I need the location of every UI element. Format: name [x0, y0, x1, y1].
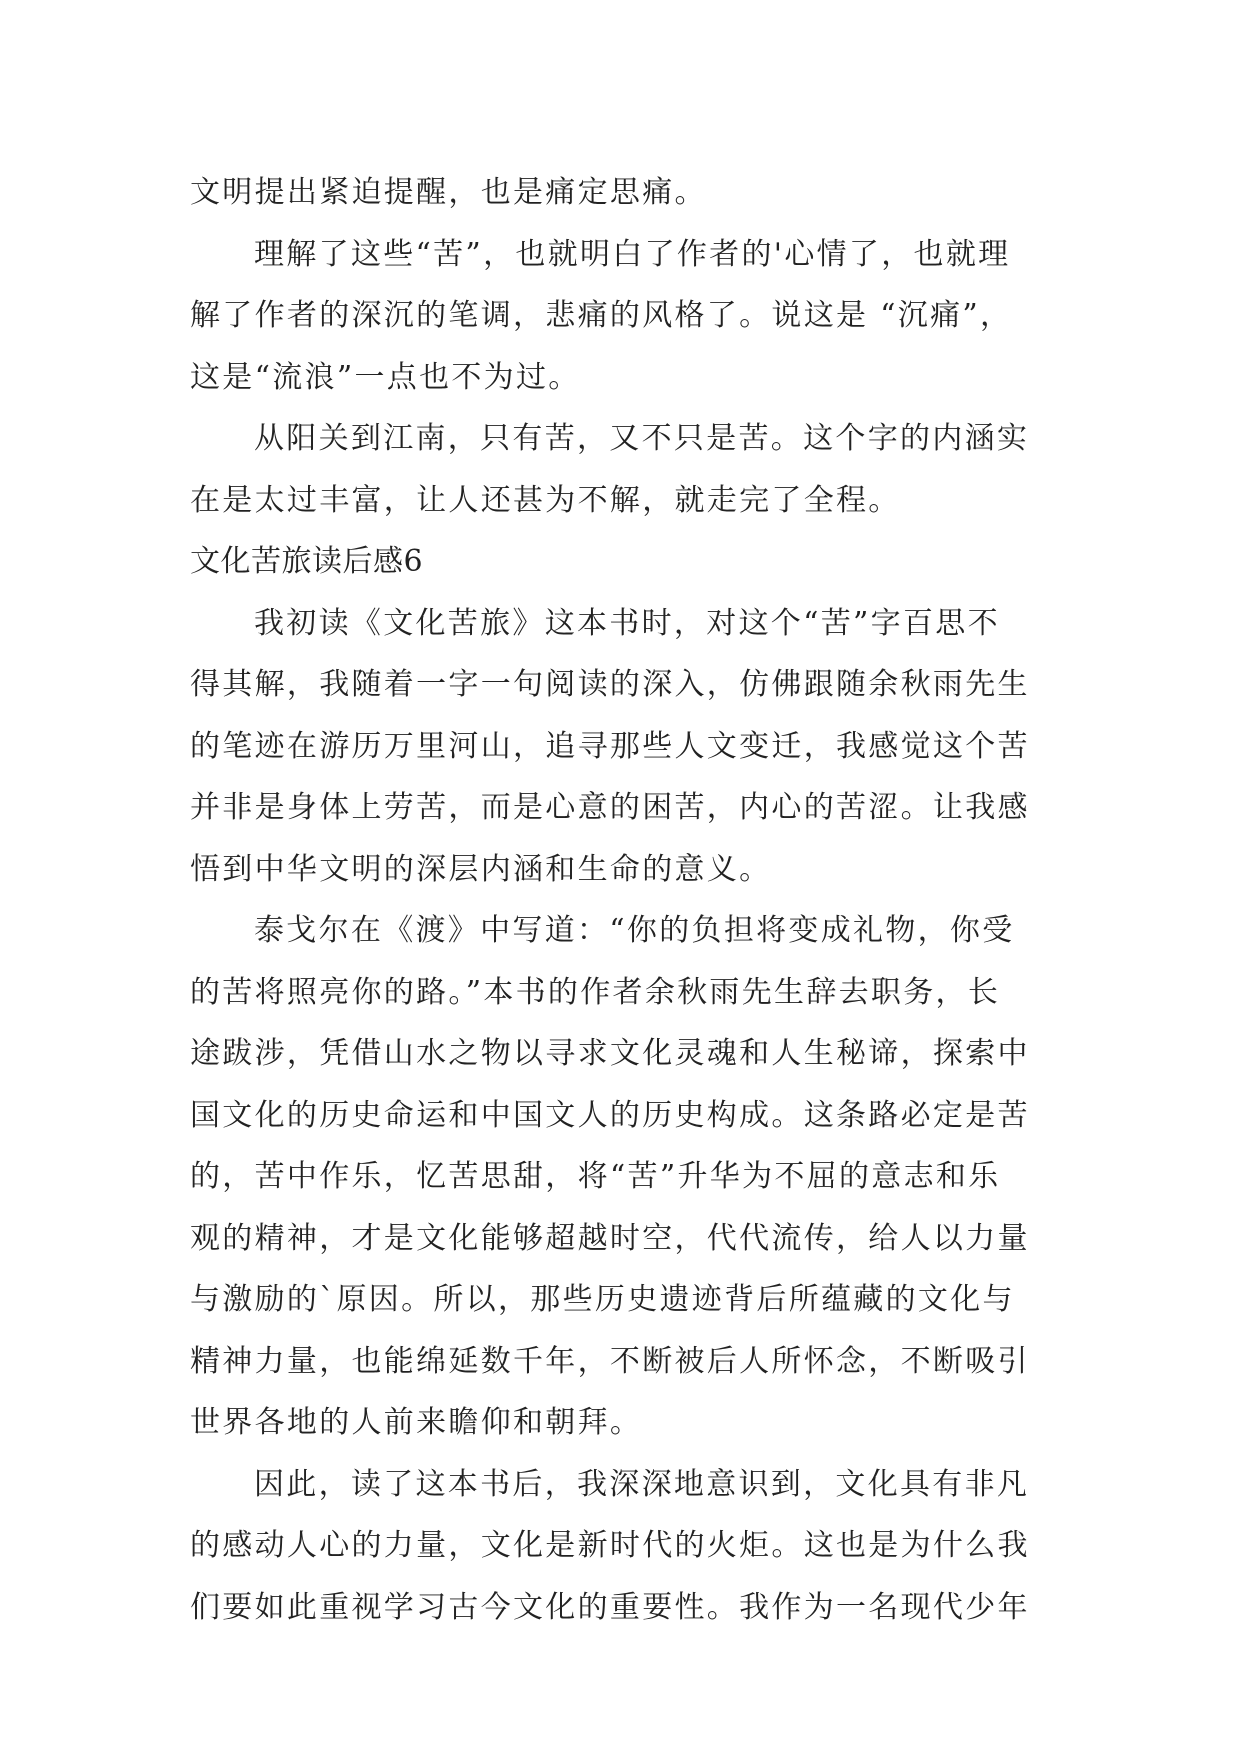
paragraph-start-line: 泰戈尔在《渡》中写道：“你的负担将变成礼物，你受	[254, 913, 1015, 948]
text-line: 并非是身体上劳苦，而是心意的困苦，内心的苦涩。让我感	[190, 790, 1030, 825]
text-line: 观的精神，才是文化能够超越时空，代代流传，给人以力量	[190, 1220, 1030, 1256]
paragraph-start-line: 从阳关到江南，只有苦，又不只是苦。这个字的内涵实	[254, 421, 1030, 456]
text-line: 这是“流浪”一点也不为过。	[190, 359, 581, 395]
text-line: 解了作者的深沉的笔调，悲痛的风格了。说这是 “沉痛”，	[190, 298, 1013, 333]
text-line: 与激励的`原因。所以，那些历史遗迹背后所蕴藏的文化与	[190, 1282, 1015, 1317]
text-line: 悟到中华文明的深层内涵和生命的意义。	[190, 851, 772, 887]
text-line: 文明提出紧迫提醒，也是痛定思痛。	[190, 175, 707, 210]
text-line: 精神力量，也能绵延数千年，不断被后人所怀念，不断吸引	[190, 1343, 1030, 1379]
text-line: 途跋涉，凭借山水之物以寻求文化灵魂和人生秘谛，探索中	[190, 1036, 1030, 1071]
text-line: 的苦将照亮你的路。”本书的作者余秋雨先生辞去职务，长	[190, 974, 1001, 1010]
text-line: 的，苦中作乐，忆苦思甜，将“苦”升华为不屈的意志和乐	[190, 1159, 1001, 1194]
text-line: 国文化的历史命运和中国文人的历史构成。这条路必定是苦	[190, 1097, 1030, 1133]
text-line: 得其解，我随着一字一句阅读的深入，仿佛跟随余秋雨先生	[190, 667, 1030, 702]
paragraph-start-line: 理解了这些“苦”，也就明白了作者的'心情了，也就理	[254, 236, 1011, 272]
paragraph-start-line: 因此，读了这本书后，我深深地意识到，文化具有非凡	[254, 1466, 1030, 1502]
paragraph-start-line: 我初读《文化苦旅》这本书时，对这个“苦”字百思不	[254, 605, 1000, 641]
text-line: 在是太过丰富，让人还甚为不解，就走完了全程。	[190, 482, 901, 518]
document-body	[190, 162, 1060, 1638]
text-line: 们要如此重视学习古今文化的重要性。我作为一名现代少年	[190, 1589, 1030, 1625]
text-line: 世界各地的人前来瞻仰和朝拜。	[190, 1405, 643, 1440]
section-heading: 文化苦旅读后感6	[190, 544, 424, 579]
text-line: 的笔迹在游历万里河山，追寻那些人文变迁，我感觉这个苦	[190, 728, 1030, 764]
text-line: 的感动人心的力量，文化是新时代的火炬。这也是为什么我	[190, 1528, 1030, 1563]
